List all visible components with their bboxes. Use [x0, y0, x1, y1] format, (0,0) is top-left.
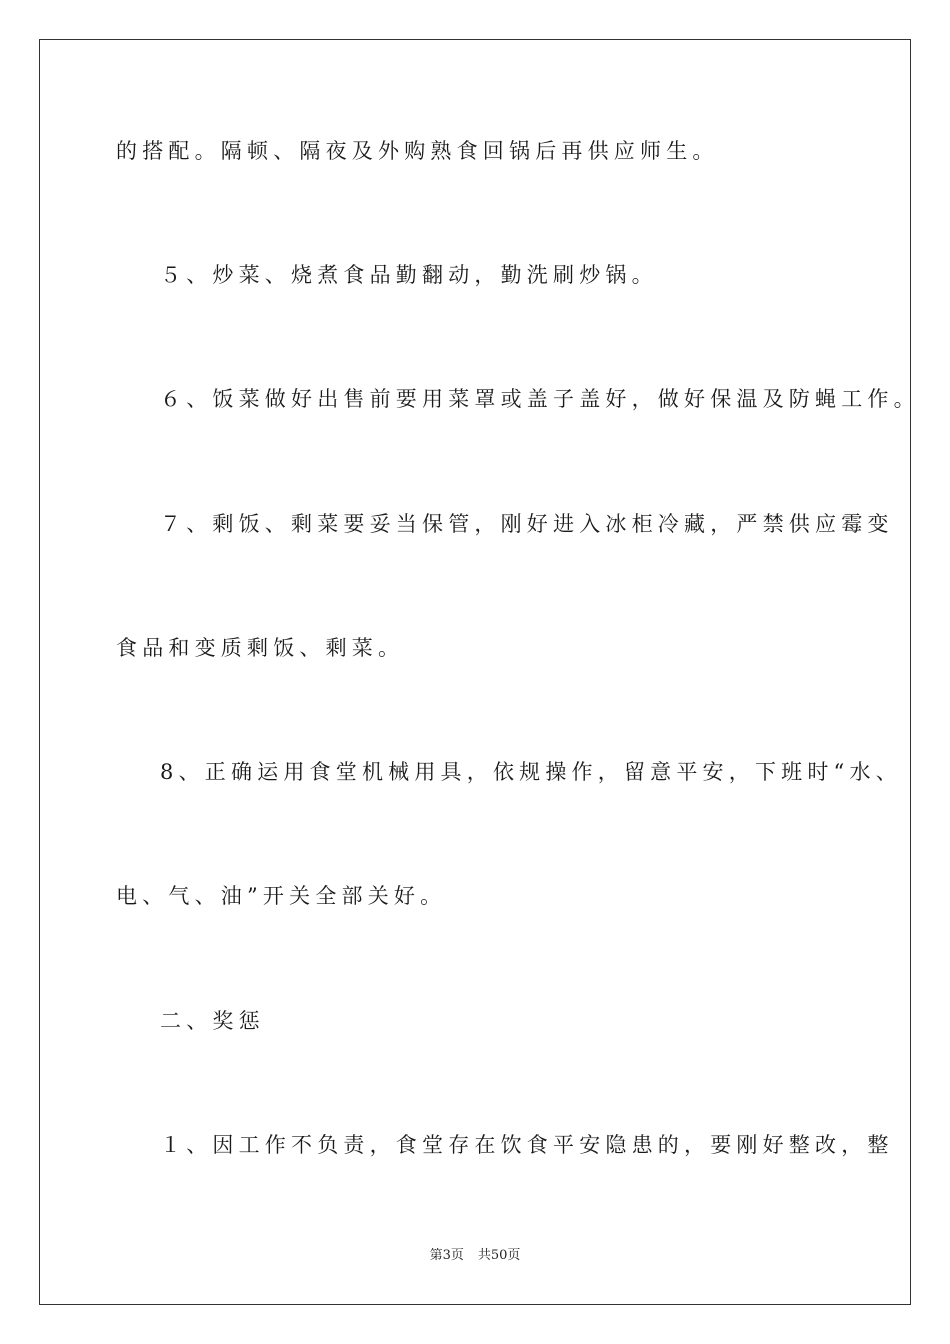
page-total: 共50页 [477, 1248, 521, 1263]
text-line-item-6: ６、饭菜做好出售前要用菜罩或盖子盖好，做好保温及防蝇工作。 [160, 387, 920, 411]
text-line-1: 的搭配。隔顿、隔夜及外购熟食回锅后再供应师生。 [116, 139, 719, 163]
text-line-reward-1: １、因工作不负责，食堂存在饮食平安隐患的，要刚好整改，整 [160, 1133, 894, 1157]
page-number: 第3页 [429, 1248, 464, 1263]
text-line-item-7-cont: 食品和变质剩饭、剩菜。 [116, 636, 405, 660]
text-line-item-8-cont: 电、气、油”开关全部关好。 [116, 884, 447, 908]
text-line-item-7: ７、剩饭、剩菜要妥当保管，刚好进入冰柜冷藏，严禁供应霉变 [160, 512, 894, 536]
page-footer [0, 1249, 950, 1262]
section-heading-rewards: 二、奖惩 [160, 1009, 265, 1033]
text-line-item-5: ５、炒菜、烧煮食品勤翻动，勤洗刷炒锅。 [160, 263, 658, 287]
page-border [39, 39, 911, 1305]
text-line-item-8: 8、正确运用食堂机械用具，依规操作，留意平安，下班时“水、 [160, 760, 902, 784]
